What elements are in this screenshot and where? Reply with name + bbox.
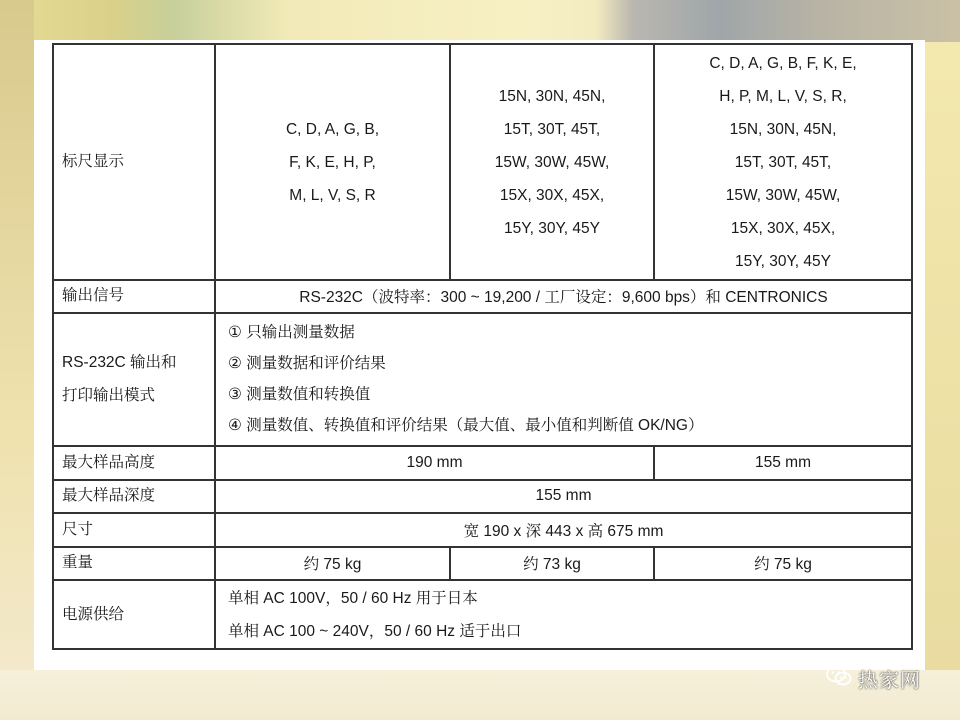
power-line: 单相 AC 100V，50 / 60 Hz 用于日本 (228, 589, 478, 607)
scale-cell-2 (450, 44, 654, 280)
weight-value-1: 约 75 kg (215, 547, 450, 580)
scale-line: F, K, E, H, P, (289, 153, 376, 171)
scale-line: C, D, A, G, B, (285, 120, 380, 138)
label-weight: 重量 (53, 547, 215, 580)
scale-line: 15X, 30X, 45X, (499, 186, 605, 204)
output-signal-value: RS-232C（波特率：300 ~ 19,200 / 工厂设定：9,600 bps）和 CENTRONICS (215, 280, 912, 312)
spec-table (52, 43, 913, 650)
scale-line: 15Y, 30Y, 45Y (504, 219, 600, 237)
wechat-icon (826, 665, 852, 691)
scale-line: 15Y, 30Y, 45Y (735, 252, 831, 270)
dimensions-value: 宽 190 x 深 443 x 高 675 mm (215, 513, 912, 546)
scale-cell-3 (654, 44, 912, 280)
row-max-depth (53, 480, 912, 513)
scale-line: 15N, 30N, 45N, (498, 87, 606, 105)
row-scale-display (53, 44, 912, 280)
list-item: ③ 测量数值和转换值 (228, 386, 371, 404)
max-height-value-1: 190 mm (215, 446, 654, 479)
weight-value-3: 约 75 kg (654, 547, 912, 580)
list-item: ② 测量数据和评价结果 (228, 355, 386, 373)
scale-line: 15N, 30N, 45N, (729, 120, 837, 138)
scale-line: C, D, A, G, B, F, K, E, (709, 54, 857, 72)
row-max-height (53, 446, 912, 479)
scale-cell-1 (215, 44, 450, 280)
list-item: ① 只输出测量数据 (228, 324, 355, 342)
label-output-signal: 输出信号 (53, 280, 215, 312)
max-height-value-2: 155 mm (654, 446, 912, 479)
watermark-text: 热家网 (858, 667, 921, 692)
row-output-modes (53, 313, 912, 447)
output-modes-list (215, 313, 912, 447)
row-weight (53, 547, 912, 580)
label-scale-display: 标尺显示 (53, 44, 215, 280)
scale-line: 15W, 30W, 45W, (725, 186, 841, 204)
watermark (826, 664, 921, 692)
label-line: RS-232C 输出和 (62, 354, 177, 372)
label-dimensions: 尺寸 (53, 513, 215, 546)
scale-line: 15X, 30X, 45X, (730, 219, 836, 237)
power-supply-values (215, 580, 912, 649)
power-line: 单相 AC 100 ~ 240V，50 / 60 Hz 适于出口 (228, 622, 522, 640)
row-output-signal (53, 280, 912, 312)
max-depth-value: 155 mm (215, 480, 912, 513)
label-line: 打印输出模式 (62, 387, 156, 405)
list-item: ④ 测量数值、转换值和评价结果（最大值、最小值和判断值 OK/NG） (228, 417, 704, 435)
background-bottom-strip (0, 670, 960, 720)
label-max-height: 最大样品高度 (53, 446, 215, 479)
scale-line: H, P, M, L, V, S, R, (719, 87, 847, 105)
scale-line: 15W, 30W, 45W, (494, 153, 610, 171)
background-left-strip (0, 0, 34, 720)
label-power-supply: 电源供给 (53, 580, 215, 649)
background-top-photo (0, 0, 960, 42)
label-max-depth: 最大样品深度 (53, 480, 215, 513)
scale-line: 15T, 30T, 45T, (734, 153, 832, 171)
scale-line: 15T, 30T, 45T, (503, 120, 601, 138)
row-power-supply (53, 580, 912, 649)
row-dimensions (53, 513, 912, 546)
scale-line: M, L, V, S, R (289, 186, 376, 204)
label-output-modes (53, 313, 215, 447)
weight-value-2: 约 73 kg (450, 547, 654, 580)
scanned-document (34, 40, 925, 670)
